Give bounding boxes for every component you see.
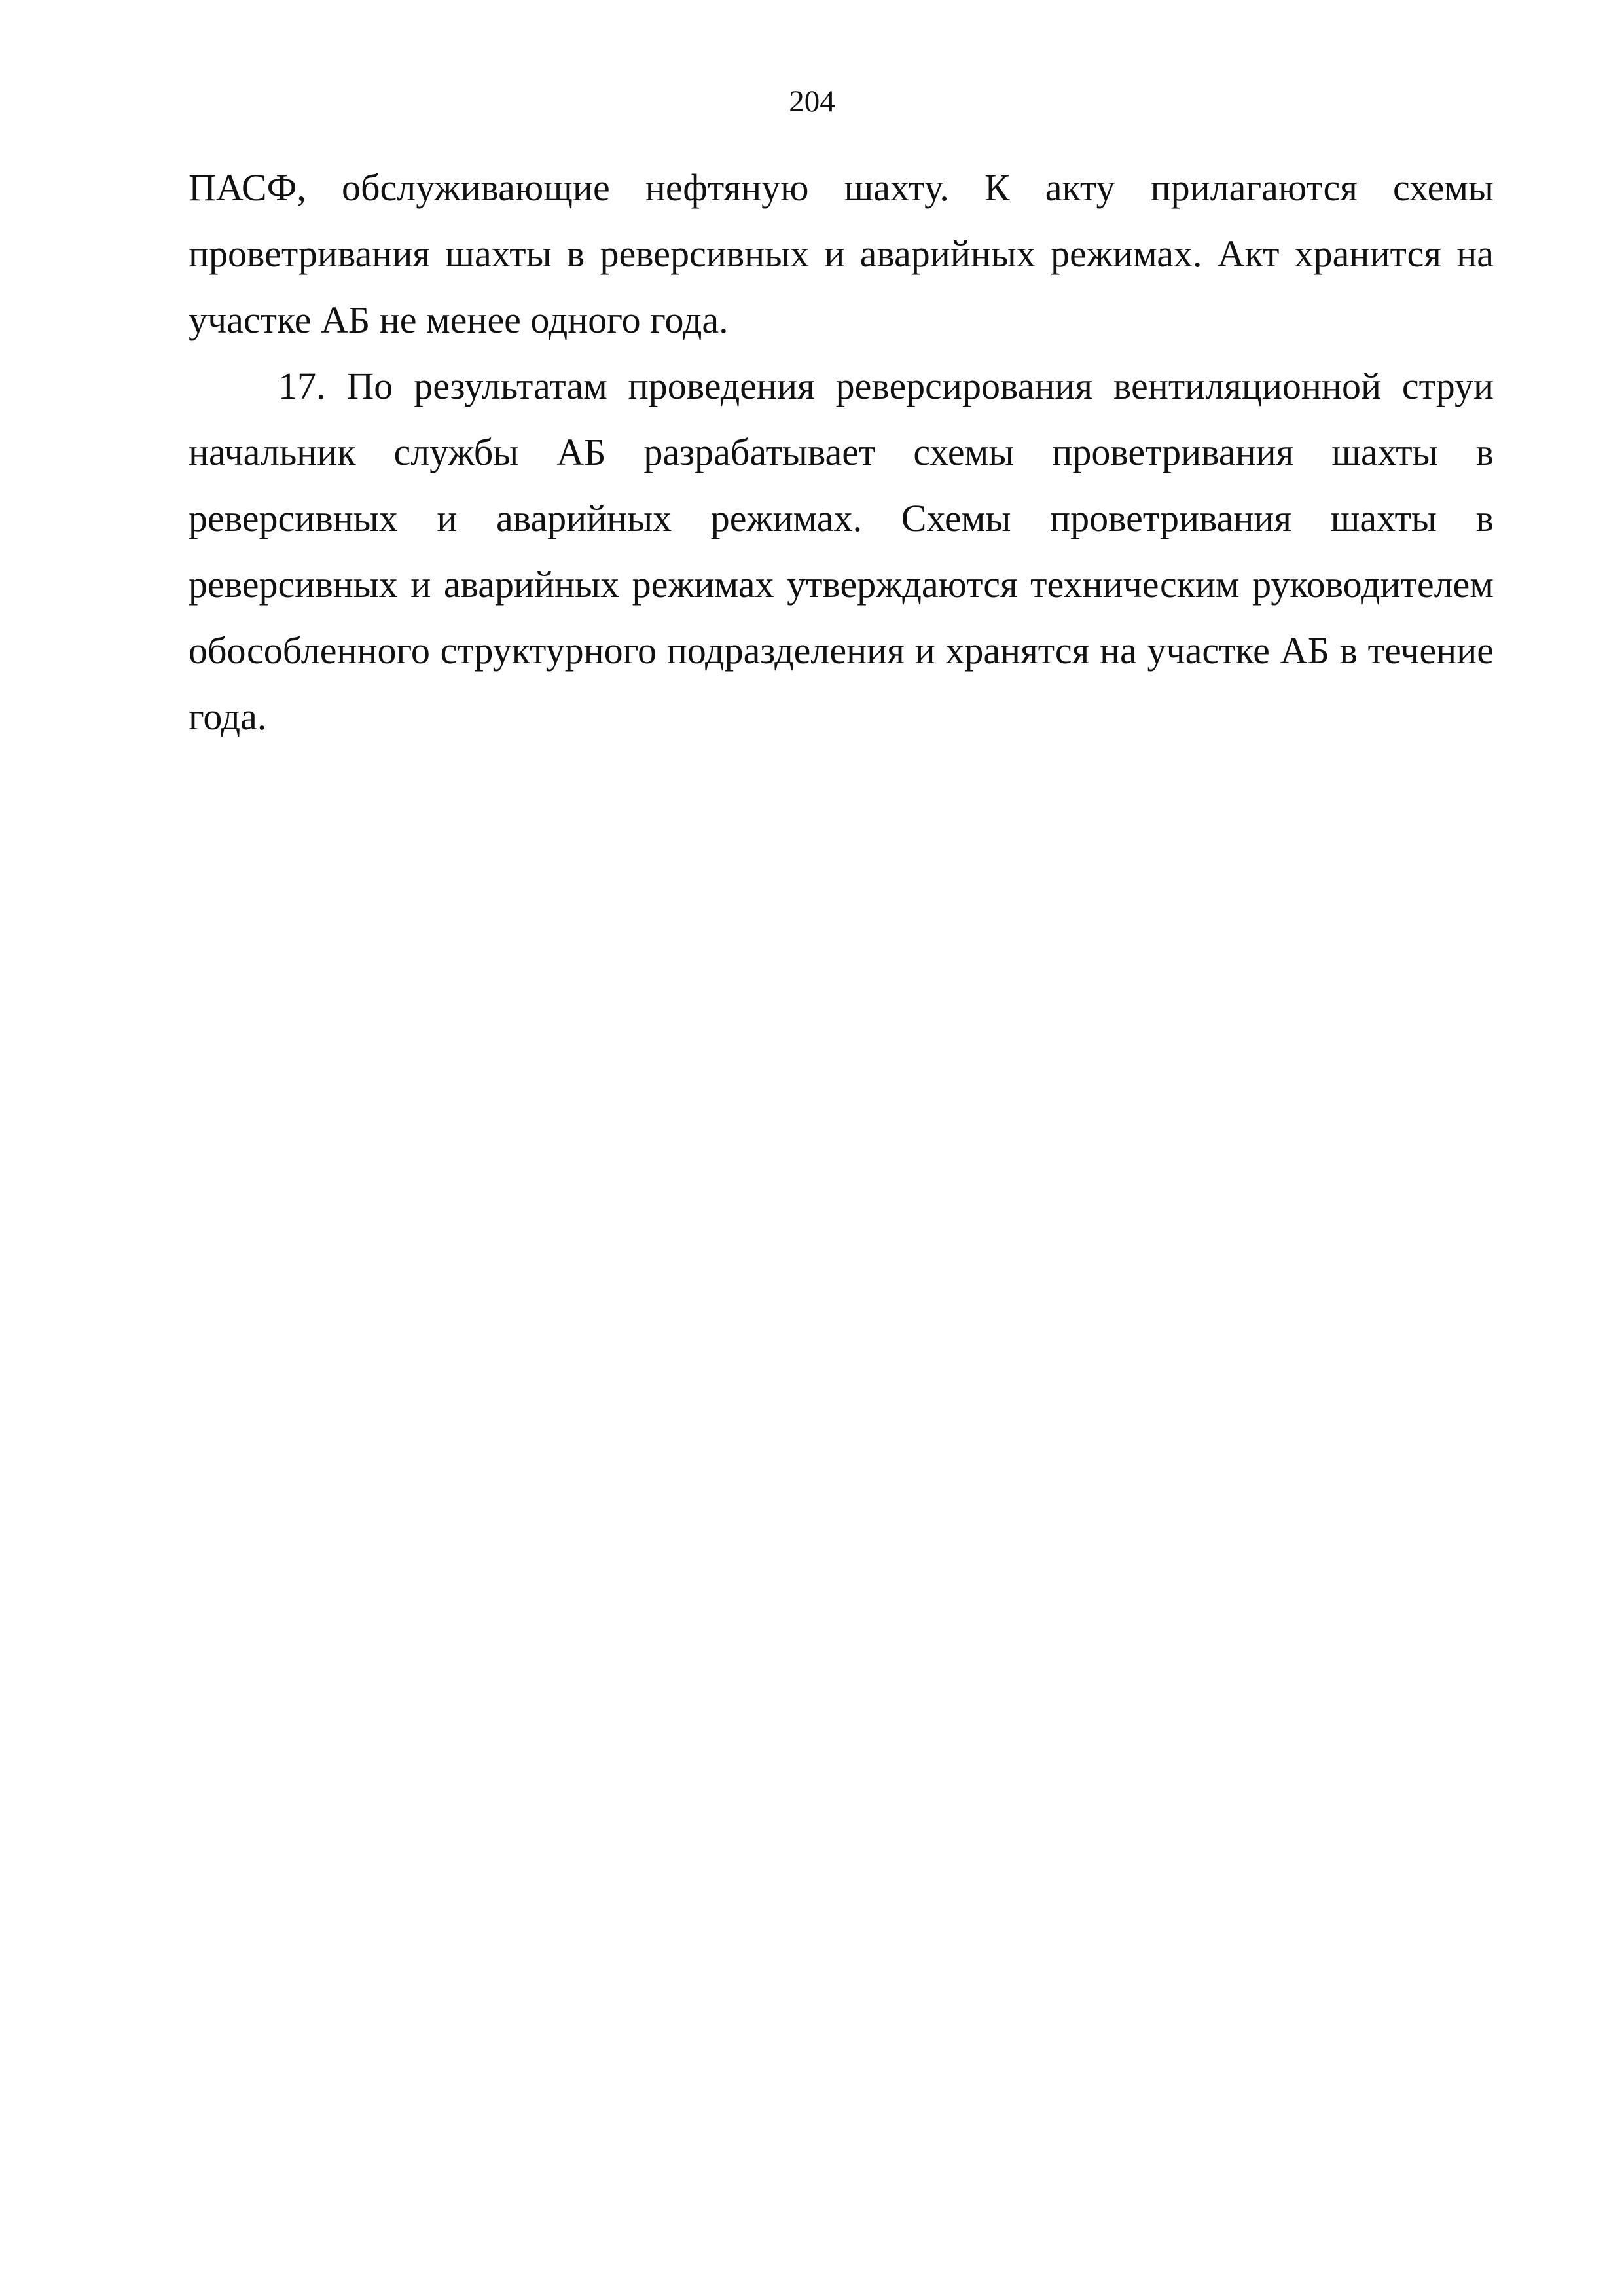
text-line: года. [189,695,267,738]
text-line: участке АБ не менее одного года. [189,299,729,341]
text-line: 17. По результатам проведения реверсирования вентиляционной струи [278,365,1494,407]
document-body [189,155,1494,750]
paragraph-item-17 [189,353,1494,750]
text-line: реверсивных и аварийных режимах. Схемы проветривания шахты в [189,497,1494,539]
text-line: обособленного структурного подразделения и хранятся на участке АБ в течение [189,629,1494,672]
paragraph-continuation [189,155,1494,353]
text-line: начальник службы АБ разрабатывает схемы проветривания шахты в [189,431,1494,473]
text-line: проветривания шахты в реверсивных и аварийных режимах. Акт хранится на [189,232,1494,275]
text-line: реверсивных и аварийных режимах утверждаются техническим руководителем [189,563,1494,606]
page-number: 204 [789,84,835,118]
text-line: ПАСФ, обслуживающие нефтяную шахту. К акту прилагаются схемы [189,166,1494,209]
